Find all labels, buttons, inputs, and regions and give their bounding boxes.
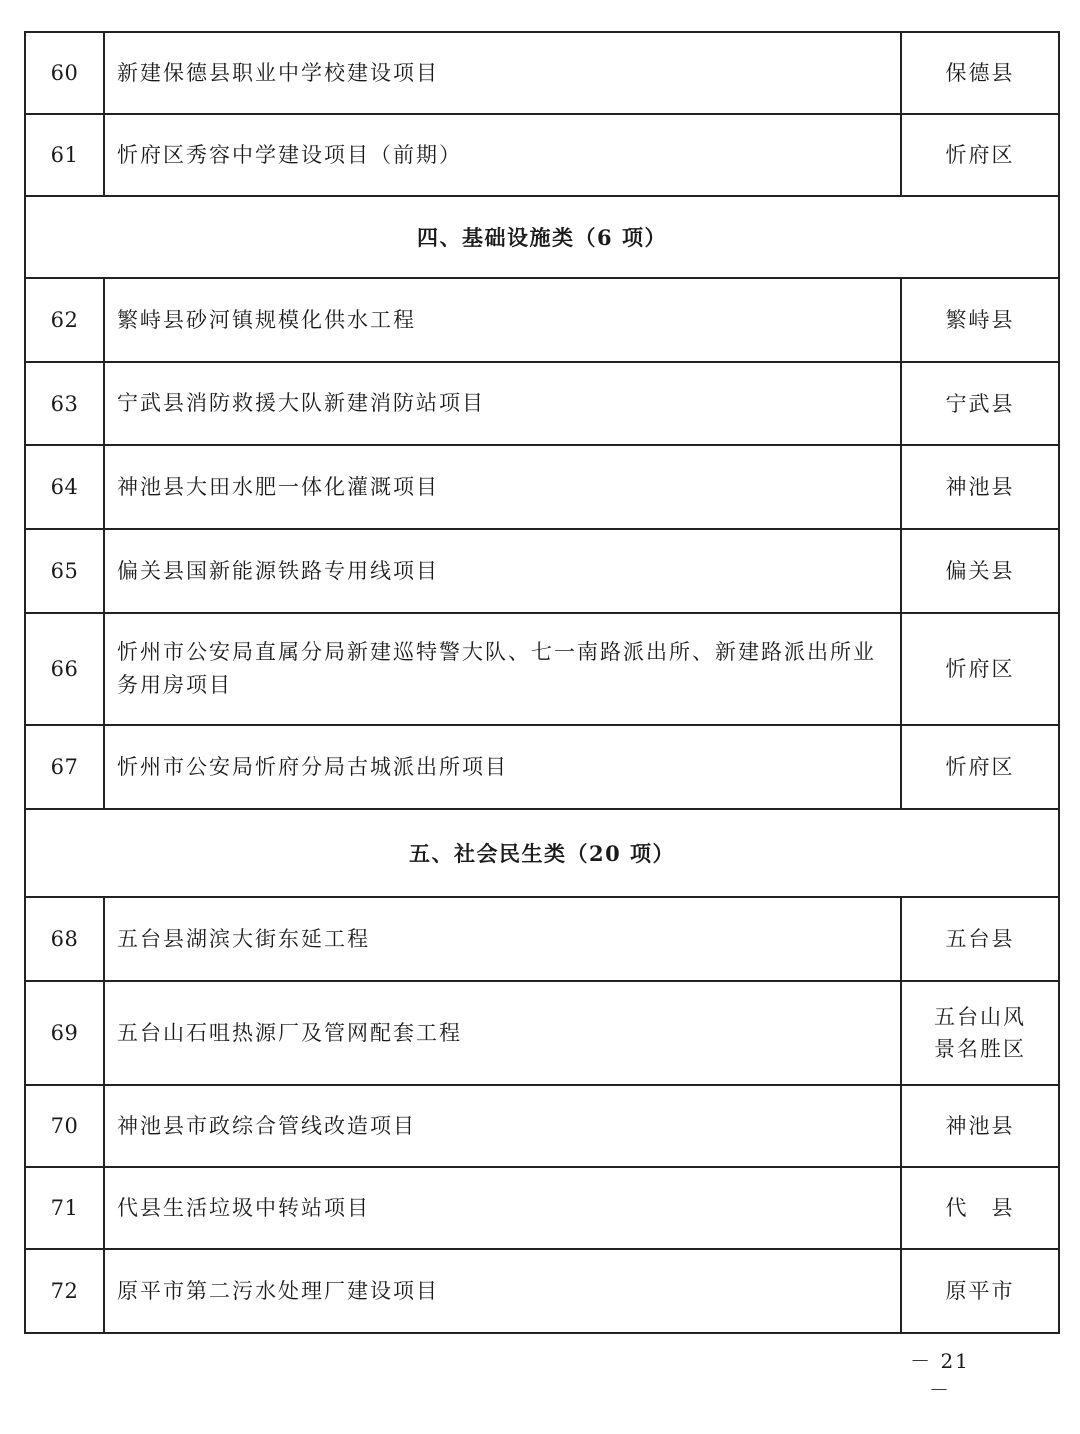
table-row	[25, 114, 1059, 196]
project-location: 忻府区	[901, 613, 1059, 725]
project-location: 繁峙县	[901, 278, 1059, 362]
table-row	[25, 445, 1059, 529]
project-location: 神池县	[901, 445, 1059, 529]
project-name: 神池县大田水肥一体化灌溉项目	[104, 445, 901, 529]
row-number: 69	[25, 981, 104, 1085]
row-number: 60	[25, 32, 104, 114]
project-location: 原平市	[901, 1249, 1059, 1333]
project-name: 忻府区秀容中学建设项目（前期）	[104, 114, 901, 196]
project-name: 神池县市政综合管线改造项目	[104, 1085, 901, 1167]
project-location: 代 县	[901, 1167, 1059, 1249]
project-name: 偏关县国新能源铁路专用线项目	[104, 529, 901, 613]
project-location: 宁武县	[901, 362, 1059, 445]
project-name: 五台县湖滨大街东延工程	[104, 897, 901, 981]
table-row	[25, 32, 1059, 114]
section-row	[25, 809, 1059, 897]
project-location: 忻府区	[901, 725, 1059, 809]
project-location: 五台县	[901, 897, 1059, 981]
project-name: 忻州市公安局忻府分局古城派出所项目	[104, 725, 901, 809]
project-name: 繁峙县砂河镇规模化供水工程	[104, 278, 901, 362]
project-table	[24, 31, 1060, 1334]
row-number: 68	[25, 897, 104, 981]
table-row	[25, 897, 1059, 981]
project-location: 五台山风景名胜区	[901, 981, 1059, 1085]
table-row	[25, 1085, 1059, 1167]
row-number: 64	[25, 445, 104, 529]
section-row	[25, 196, 1059, 278]
project-location: 忻府区	[901, 114, 1059, 196]
project-name: 代县生活垃圾中转站项目	[104, 1167, 901, 1249]
row-number: 70	[25, 1085, 104, 1167]
table-row	[25, 362, 1059, 445]
page-number-text: － 21 －	[910, 1349, 970, 1402]
table-row	[25, 613, 1059, 725]
row-number: 63	[25, 362, 104, 445]
table-row	[25, 1249, 1059, 1333]
project-location: 保德县	[901, 32, 1059, 114]
project-name: 原平市第二污水处理厂建设项目	[104, 1249, 901, 1333]
table-row	[25, 725, 1059, 809]
project-name: 新建保德县职业中学校建设项目	[104, 32, 901, 114]
section-title: 五、社会民生类（20 项）	[25, 809, 1059, 897]
table-row	[25, 278, 1059, 362]
table-row	[25, 529, 1059, 613]
row-number: 61	[25, 114, 104, 196]
row-number: 67	[25, 725, 104, 809]
table-row	[25, 1167, 1059, 1249]
project-location: 神池县	[901, 1085, 1059, 1167]
row-number: 66	[25, 613, 104, 725]
project-location: 偏关县	[901, 529, 1059, 613]
section-title: 四、基础设施类（6 项）	[25, 196, 1059, 278]
row-number: 62	[25, 278, 104, 362]
project-name: 忻州市公安局直属分局新建巡特警大队、七一南路派出所、新建路派出所业务用房项目	[104, 613, 901, 725]
row-number: 65	[25, 529, 104, 613]
row-number: 72	[25, 1249, 104, 1333]
project-name: 宁武县消防救援大队新建消防站项目	[104, 362, 901, 445]
row-number: 71	[25, 1167, 104, 1249]
table-row	[25, 981, 1059, 1085]
project-name: 五台山石咀热源厂及管网配套工程	[104, 981, 901, 1085]
